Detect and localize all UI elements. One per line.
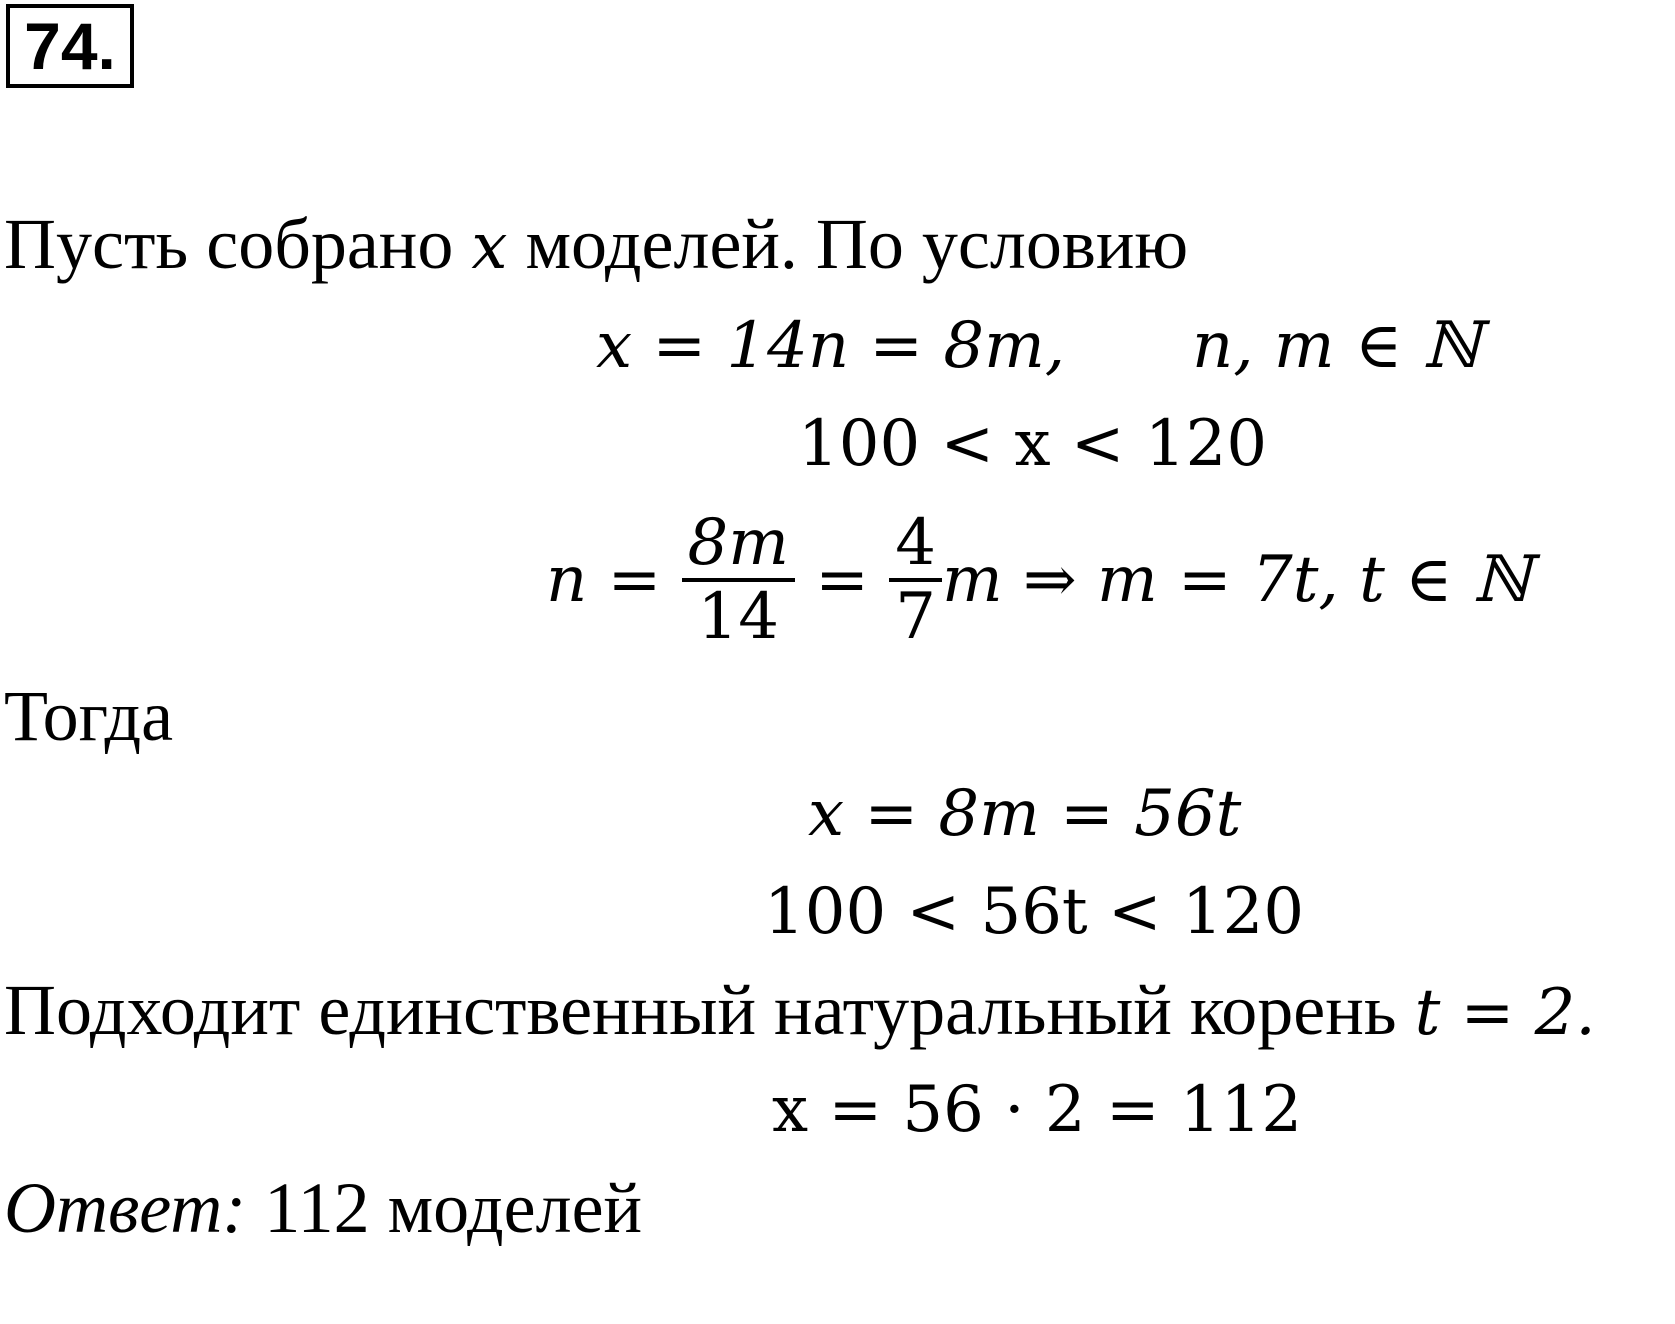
equation-system: x = 14n = 8m, xyxy=(596,309,1066,383)
inequality-x: 100 < x < 120 xyxy=(798,407,1268,481)
root-expression: t = 2. xyxy=(1414,976,1596,1050)
intro-line xyxy=(4,204,1188,287)
equation-domain: n, m ∈ ℕ xyxy=(1192,309,1482,383)
equation-x-56t: x = 8m = 56t xyxy=(808,777,1242,851)
fraction-equals: = xyxy=(815,543,869,617)
answer-line xyxy=(4,1168,642,1248)
fraction-8m-14 xyxy=(682,508,795,652)
fraction-numerator: 8m xyxy=(682,508,795,582)
intro-text-start: Пусть собрано xyxy=(4,204,472,284)
answer-text: 112 моделей xyxy=(246,1168,643,1248)
answer-label: Ответ: xyxy=(4,1168,247,1248)
final-computation: x = 56 · 2 = 112 xyxy=(772,1073,1303,1147)
intro-variable: x xyxy=(471,210,508,284)
then-label: Тогда xyxy=(4,676,174,756)
intro-text-end: моделей. По условию xyxy=(507,204,1189,284)
fraction-numerator: 4 xyxy=(889,508,942,582)
fraction-4-7 xyxy=(889,508,942,652)
fraction-rest: m ⇒ m = 7t, t ∈ ℕ xyxy=(941,543,1532,617)
inequality-56t: 100 < 56t < 120 xyxy=(764,875,1305,949)
fraction-lhs: n = xyxy=(546,543,662,617)
problem-number: 74. xyxy=(6,4,134,88)
root-line xyxy=(4,970,1596,1053)
fraction-denominator: 7 xyxy=(895,580,936,654)
fraction-equation xyxy=(546,508,1531,652)
root-text: Подходит единственный натуральный корень xyxy=(4,970,1415,1050)
fraction-denominator: 14 xyxy=(697,580,779,654)
